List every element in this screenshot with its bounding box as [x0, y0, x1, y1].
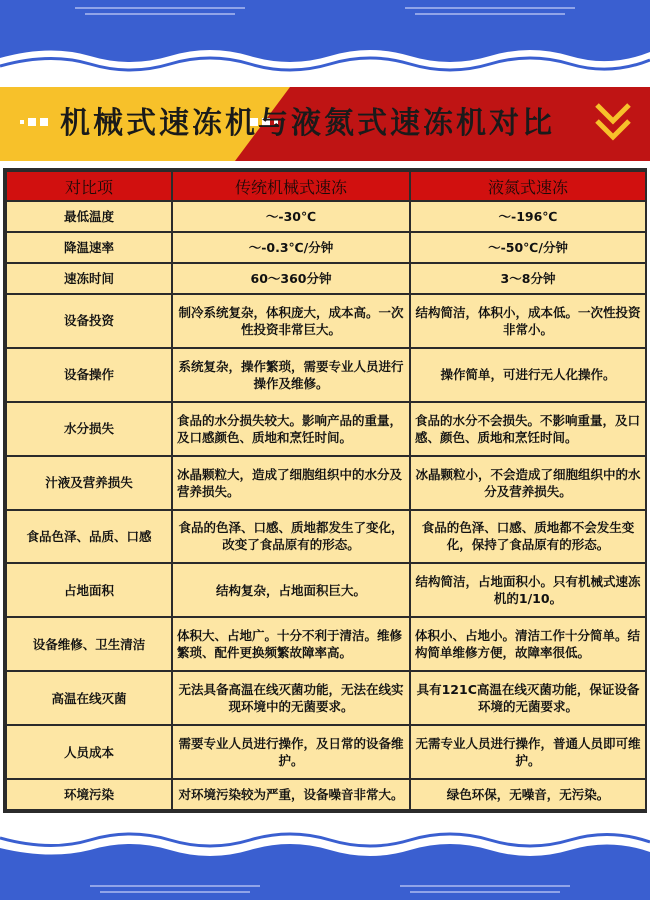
table-row	[6, 617, 646, 671]
row-liquid-nitrogen: ～-50℃/分钟	[410, 232, 646, 263]
header-item: 对比项	[6, 171, 172, 201]
row-mechanical: ～-30℃	[172, 201, 410, 232]
top-wave-decoration	[0, 0, 650, 75]
row-item: 食品色泽、品质、口感	[6, 510, 172, 564]
bottom-wave-decoration	[0, 828, 650, 900]
header-liquid-nitrogen: 液氮式速冻	[410, 171, 646, 201]
row-item: 环境污染	[6, 779, 172, 810]
row-item: 占地面积	[6, 563, 172, 617]
row-item: 高温在线灭菌	[6, 671, 172, 725]
row-item: 速冻时间	[6, 263, 172, 294]
row-item: 降温速率	[6, 232, 172, 263]
row-item: 设备操作	[6, 348, 172, 402]
row-mechanical: 对环境污染较为严重，设备噪音非常大。	[172, 779, 410, 810]
table-row	[6, 402, 646, 456]
table-row	[6, 456, 646, 510]
row-item: 设备维修、卫生清洁	[6, 617, 172, 671]
row-liquid-nitrogen: 操作简单，可进行无人化操作。	[410, 348, 646, 402]
table-row	[6, 563, 646, 617]
table-row	[6, 232, 646, 263]
table-row	[6, 779, 646, 810]
row-mechanical: 60～360分钟	[172, 263, 410, 294]
table-row	[6, 348, 646, 402]
header-mechanical: 传统机械式速冻	[172, 171, 410, 201]
row-mechanical: 冰晶颗粒大，造成了细胞组织中的水分及营养损失。	[172, 456, 410, 510]
row-liquid-nitrogen: 结构简洁，体积小，成本低。一次性投资非常小。	[410, 294, 646, 348]
row-mechanical: 结构复杂，占地面积巨大。	[172, 563, 410, 617]
row-item: 最低温度	[6, 201, 172, 232]
page-title: 机械式速冻机与液氮式速冻机对比	[60, 106, 555, 141]
row-liquid-nitrogen: 绿色环保，无噪音，无污染。	[410, 779, 646, 810]
row-liquid-nitrogen: 3～8分钟	[410, 263, 646, 294]
row-liquid-nitrogen: 食品的色泽、口感、质地都不会发生变化，保持了食品原有的形态。	[410, 510, 646, 564]
row-item: 汁液及营养损失	[6, 456, 172, 510]
row-item: 设备投资	[6, 294, 172, 348]
row-item: 人员成本	[6, 725, 172, 779]
table-row	[6, 294, 646, 348]
table-row	[6, 671, 646, 725]
table-row	[6, 263, 646, 294]
row-item: 水分损失	[6, 402, 172, 456]
comparison-table	[3, 168, 647, 813]
table-row	[6, 201, 646, 232]
row-liquid-nitrogen: 体积小、占地小。清洁工作十分简单。结构简单维修方便，故障率很低。	[410, 617, 646, 671]
row-mechanical: 体积大、占地广。十分不利于清洁。维修繁琐、配件更换频繁故障率高。	[172, 617, 410, 671]
table-header-row	[6, 171, 646, 201]
row-mechanical: 需要专业人员进行操作，及日常的设备维护。	[172, 725, 410, 779]
row-liquid-nitrogen: 食品的水分不会损失。不影响重量，及口感、颜色、质地和烹饪时间。	[410, 402, 646, 456]
row-liquid-nitrogen: 冰晶颗粒小，不会造成了细胞组织中的水分及营养损失。	[410, 456, 646, 510]
row-mechanical: 食品的色泽、口感、质地都发生了变化，改变了食品原有的形态。	[172, 510, 410, 564]
table-row	[6, 725, 646, 779]
row-liquid-nitrogen: 无需专业人员进行操作，普通人员即可维护。	[410, 725, 646, 779]
row-mechanical: 无法具备高温在线灭菌功能，无法在线实现环境中的无菌要求。	[172, 671, 410, 725]
row-mechanical: 食品的水分损失较大。影响产品的重量，及口感颜色、质地和烹饪时间。	[172, 402, 410, 456]
row-liquid-nitrogen: ～-196℃	[410, 201, 646, 232]
table-row	[6, 510, 646, 564]
title-banner	[0, 87, 650, 161]
row-mechanical: ～-0.3℃/分钟	[172, 232, 410, 263]
row-liquid-nitrogen: 具有121C高温在线灭菌功能，保证设备环境的无菌要求。	[410, 671, 646, 725]
row-mechanical: 系统复杂，操作繁琐，需要专业人员进行操作及维修。	[172, 348, 410, 402]
row-mechanical: 制冷系统复杂，体积庞大，成本高。一次性投资非常巨大。	[172, 294, 410, 348]
row-liquid-nitrogen: 结构简洁，占地面积小。只有机械式速冻机的1/10。	[410, 563, 646, 617]
